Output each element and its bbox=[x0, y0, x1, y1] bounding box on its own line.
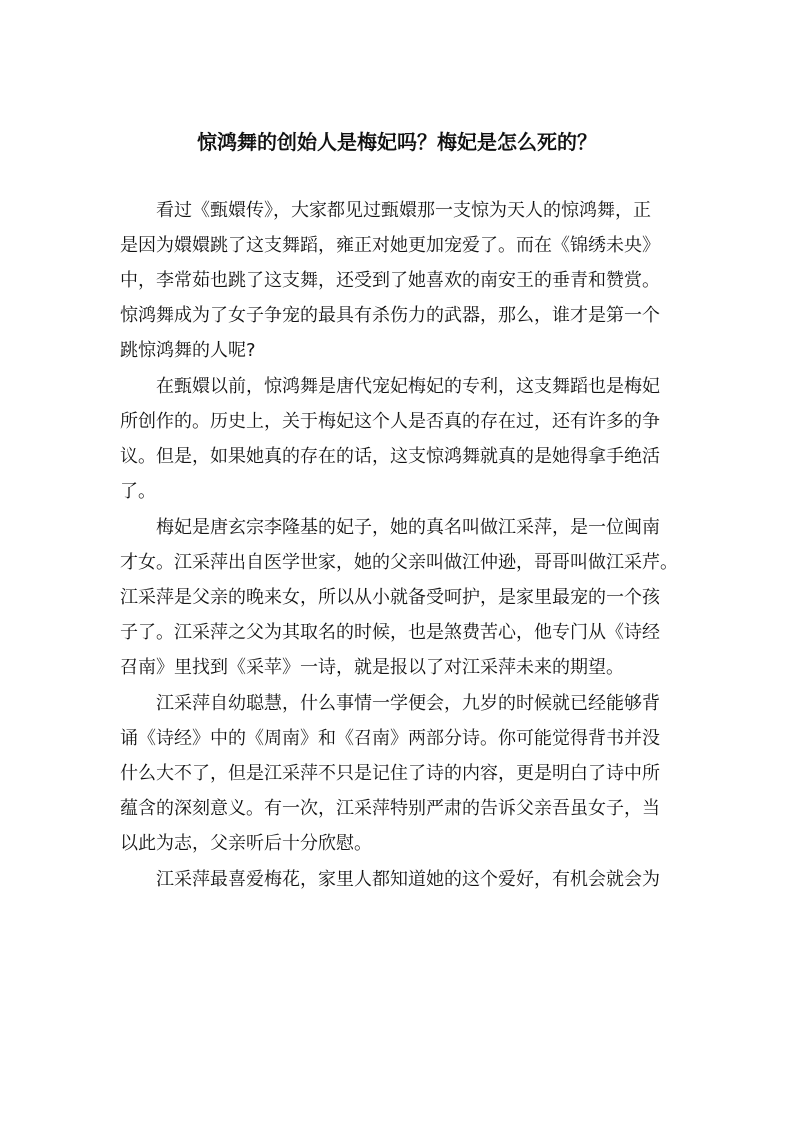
paragraph-line: 所创作的。历史上，关于梅妃这个人是否真的存在过，还有许多的争 bbox=[120, 411, 660, 432]
paragraph-line: 江采萍自幼聪慧，什么事情一学便会，九岁的时候就已经能够背 bbox=[156, 693, 660, 714]
paragraph-line: 了。 bbox=[120, 481, 156, 502]
paragraph-line: 议。但是，如果她真的存在的话，这支惊鸿舞就真的是她得拿手绝活 bbox=[120, 446, 660, 467]
paragraph-line: 惊鸿舞成为了女子争宠的最具有杀伤力的武器，那么，谁才是第一个 bbox=[120, 305, 660, 326]
paragraph-line: 是因为嬛嬛跳了这支舞蹈，雍正对她更加宠爱了。而在《锦绣未央》 bbox=[120, 235, 660, 256]
paragraph-line: 江采萍是父亲的晚来女，所以从小就备受呵护，是家里最宠的一个孩 bbox=[120, 587, 660, 608]
paragraph-line: 子了。江采萍之父为其取名的时候，也是煞费苦心，他专门从《诗经 bbox=[120, 622, 660, 643]
paragraph-line: 中，李常茹也跳了这支舞，还受到了她喜欢的南安王的垂青和赞赏。 bbox=[120, 270, 660, 291]
paragraph-line: 蕴含的深刻意义。有一次，江采萍特别严肃的告诉父亲吾虽女子，当 bbox=[120, 798, 660, 819]
paragraph-line: 召南》里找到《采苹》一诗，就是报以了对江采萍未来的期望。 bbox=[120, 657, 624, 678]
paragraph-line: 江采萍最喜爱梅花，家里人都知道她的这个爱好，有机会就会为 bbox=[156, 869, 660, 890]
paragraph-line: 诵《诗经》中的《周南》和《召南》两部分诗。你可能觉得背书并没 bbox=[120, 728, 660, 749]
paragraph-line: 跳惊鸿舞的人呢? bbox=[120, 340, 256, 361]
paragraph-line: 梅妃是唐玄宗李隆基的妃子，她的真名叫做江采萍，是一位闽南 bbox=[156, 517, 660, 538]
document-title: 惊鸿舞的创始人是梅妃吗？梅妃是怎么死的？ bbox=[197, 130, 597, 154]
paragraph-line: 什么大不了，但是江采萍不只是记住了诗的内容，更是明白了诗中所 bbox=[120, 763, 660, 784]
paragraph-line: 才女。江采萍出自医学世家，她的父亲叫做江仲逊，哥哥叫做江采芹。 bbox=[120, 552, 678, 573]
paragraph-line: 在甄嬛以前，惊鸿舞是唐代宠妃梅妃的专利，这支舞蹈也是梅妃 bbox=[156, 376, 660, 397]
paragraph-line: 以此为志，父亲听后十分欣慰。 bbox=[120, 833, 372, 854]
paragraph-line: 看过《甄嬛传》，大家都见过甄嬛那一支惊为天人的惊鸿舞，正 bbox=[156, 200, 651, 221]
